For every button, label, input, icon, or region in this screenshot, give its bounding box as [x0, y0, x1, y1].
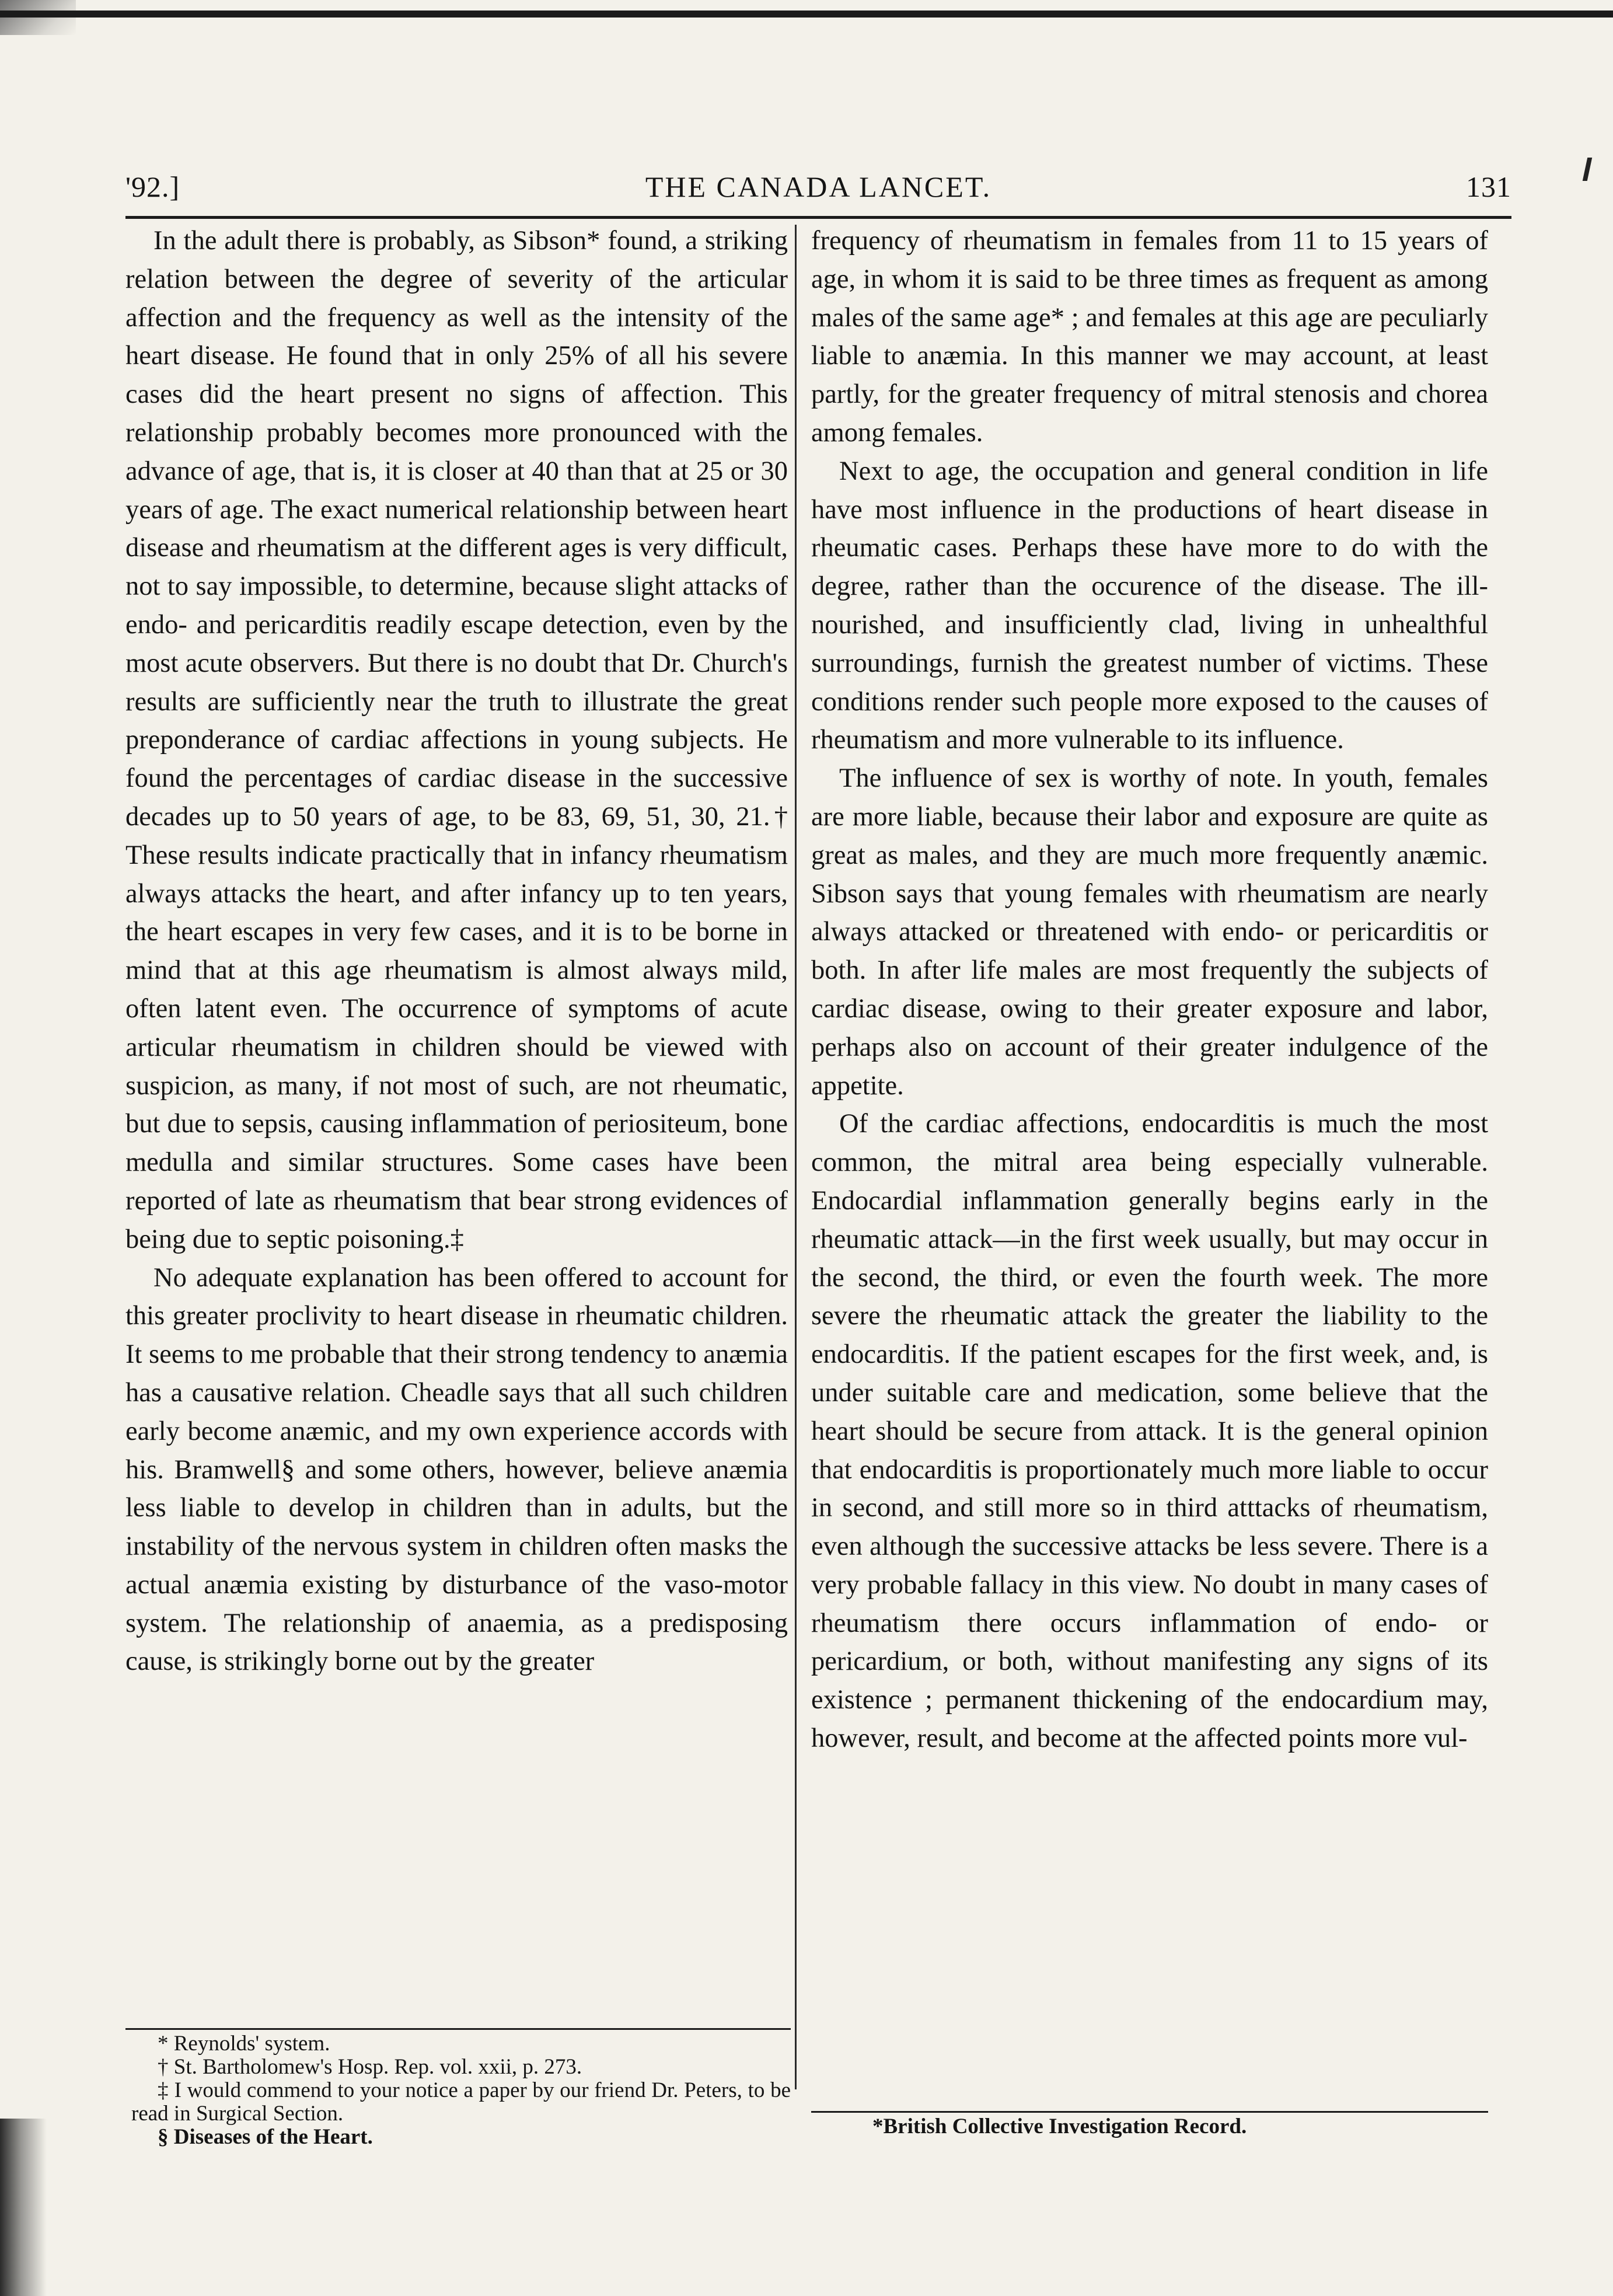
right-paragraph-3: The influence of sex is worthy of note. In youth, females are more liable, because their labor and exposure are quite as great as males, and they are much more frequently anæmic. Sibson says that young females with rheumatism are nearly always attacked or threatened with endo- or pericarditis or both. In after life males are most frequently the subjects of cardiac disease, owing to their greater exposure and labor, perhaps also on account of their greater indulgence of the appetite. [811, 763, 1488, 1101]
left-footnote-rule [125, 2028, 791, 2030]
right-paragraph-1: frequency of rheumatism in females from 11 to 15 years of age, in whom it is said to be three times as frequent as among males of the same age* ; and females at this age are peculiarly liable to anæmia. In this manner we may account, at least partly, for the greater frequency of mitral stenosis and chorea among females. [811, 226, 1488, 448]
journal-title: THE CANADA LANCET. [645, 170, 992, 203]
footnote-reynolds: * Reynolds' system. [158, 2032, 330, 2056]
footnote-bartholomew: † St. Bartholomew's Hosp. Rep. vol. xxii, p. 273. [158, 2055, 582, 2079]
footnote-peters: ‡ I would commend to your notice a paper by our friend Dr. Peters, to be read in Surgical Section. [131, 2078, 791, 2126]
right-column [811, 222, 1488, 1758]
footnote-british-record: *British Collective Investigation Record. [872, 2114, 1247, 2138]
top-border-rule [0, 11, 1613, 18]
scan-corner-shadow [0, 0, 76, 35]
margin-mark [1583, 158, 1593, 181]
right-footnotes [846, 2115, 1488, 2138]
right-paragraph-2: Next to age, the occupation and general condition in life have most influence in the productions of heart disease in rheumatic cases. Perhaps these have more to do with the degree, rather than the occurence of the disease. The ill-nourished, and insufficiently clad, living in unhealthful surroundings, furnish the greatest number of victims. These conditions render such people more exposed to the causes of rheumatism and more vulnerable to its influence. [811, 456, 1488, 755]
header-date: '92.] [125, 170, 180, 203]
right-paragraph-4: Of the cardiac affections, endocarditis is much the most common, the mitral area being especially vulnerable. Endocardial inflammation generally begins early in the rheumatic attack—in the first week usually, but may occur in the second, the third, or even the fourth week. The more severe the rheumatic attack the greater the liability to the endocarditis. If the patient escapes for the first week, and, is under suitable care and medication, some believe that the heart should be secure from attack. It is the general opinion that endocarditis is proportionately much more liable to occur in second, and still more so in third atttacks of rheumatism, even although the successive attacks be less severe. There is a very probable fallacy in this view. No doubt in many cases of rheumatism there occurs inflammation of endo- or pericardium, or both, without manifesting any signs of its existence ; permanent thickening of the endocardium may, however, result, and become at the affected points more vul- [811, 1109, 1488, 1754]
left-footnotes [131, 2032, 791, 2149]
left-paragraph-2: No adequate explanation has been offered to account for this greater proclivity to heart disease in rheumatic children. It seems to me probable that their strong tendency to anæmia has a causative relation. Cheadle says that all such children early become anæmic, and my own experience accords with his. Bramwell§ and some others, however, believe anæmia less liable to develop in children than in adults, but the instability of the nervous system in children often masks the actual anæmia existing by disturbance of the vaso-motor system. The relationship of anaemia, as a predisposing cause, is strikingly borne out by the greater [125, 1262, 788, 1677]
left-column [125, 222, 788, 1681]
column-divider [795, 225, 797, 2089]
header-rule [125, 216, 1511, 219]
scan-edge-shadow [0, 2119, 47, 2296]
page-number: 131 [1466, 170, 1511, 203]
footnote-diseases-heart: § Diseases of the Heart. [158, 2125, 373, 2149]
right-footnote-rule [811, 2111, 1488, 2113]
running-header [125, 166, 1511, 213]
left-paragraph-1: In the adult there is probably, as Sibson* found, a striking relation between the degree of severity of the articular affection and the frequency as well as the intensity of the heart disease. He found that in only 25% of all his severe cases did the heart present no signs of affection. This relationship probably becomes more pronounced with the advance of age, that is, it is closer at 40 than that at 25 or 30 years of age. The exact numerical relationship between heart disease and rheumatism at the different ages is very difficult, not to say impossible, to determine, because slight attacks of endo- and pericarditis readily escape detection, even by the most acute observers. But there is no doubt that Dr. Church's results are sufficiently near the truth to illustrate the great preponderance of cardiac affections in young subjects. He found the percentages of cardiac disease in the successive decades up to 50 years of age, to be 83, 69, 51, 30, 21.† These results indicate practically that in infancy rheumatism always attacks the heart, and after infancy up to ten years, the heart escapes in very few cases, and it is to be borne in mind that at this age rheumatism is almost always mild, often latent even. The occurrence of symptoms of acute articular rheumatism in children should be viewed with suspicion, as many, if not most of such, are not rheumatic, but due to sepsis, causing inflammation of periositeum, bone medulla and similar structures. Some cases have been reported of late as rheumatism that bear strong evidences of being due to septic poisoning.‡ [125, 226, 788, 1254]
